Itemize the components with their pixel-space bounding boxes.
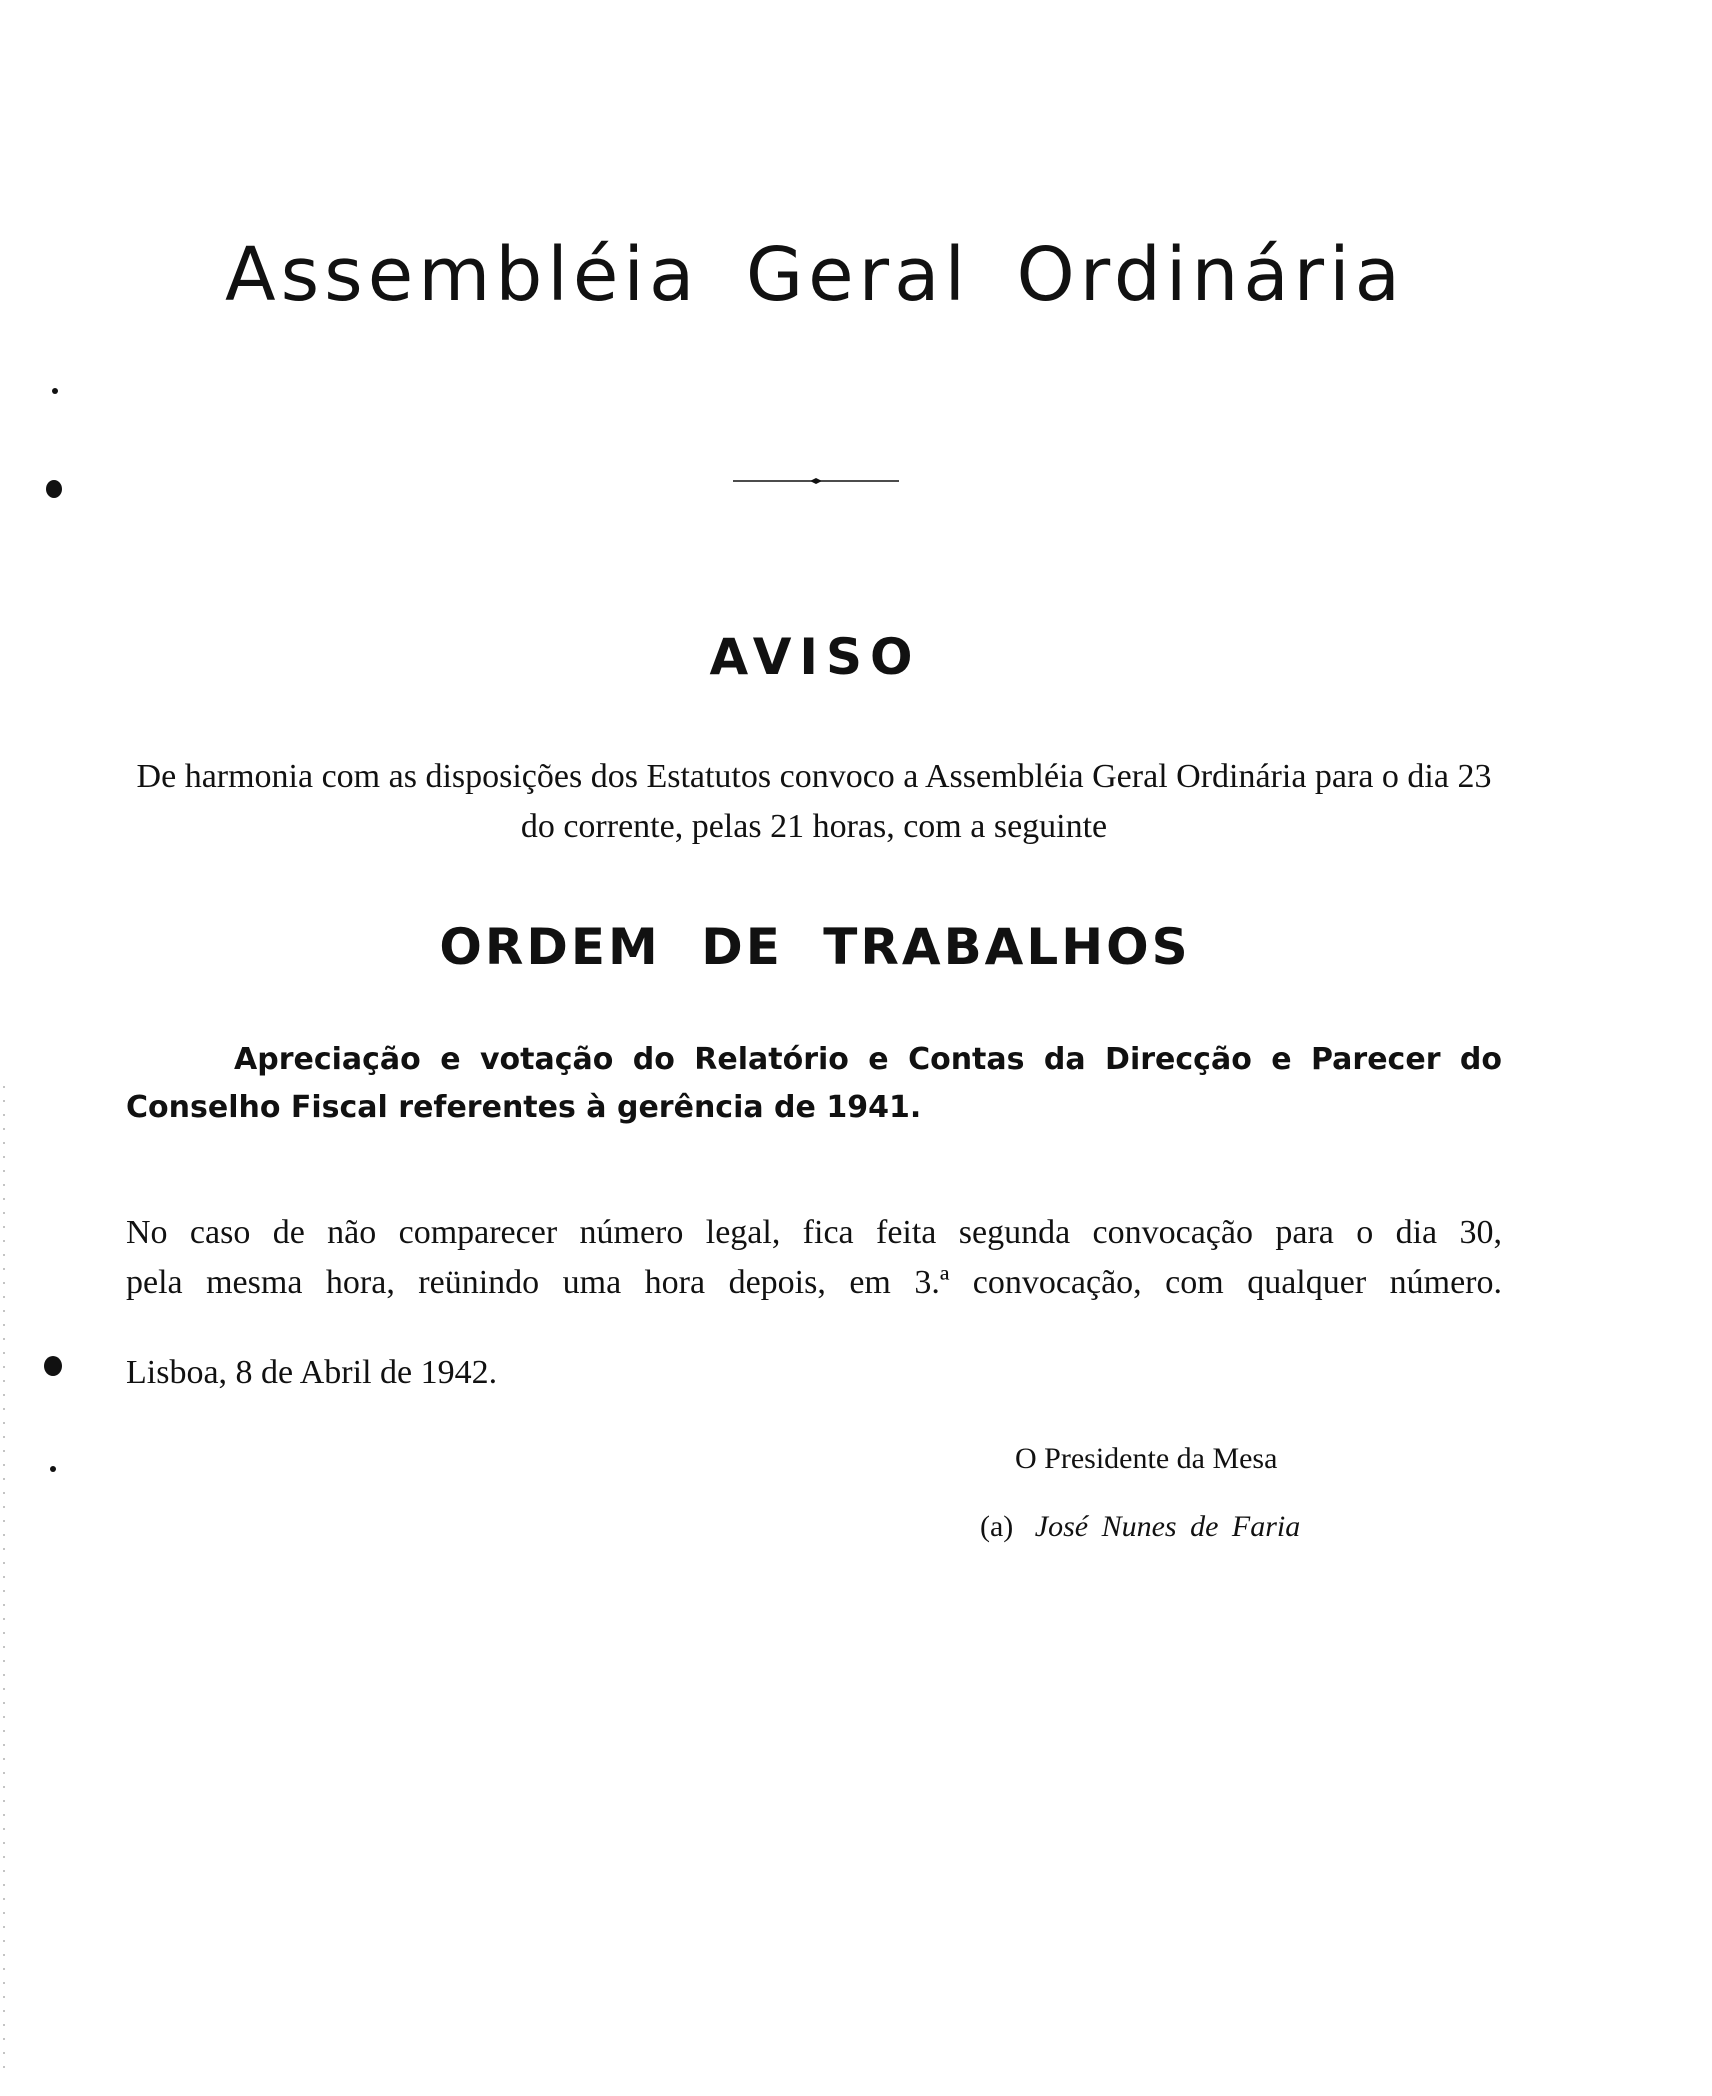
scan-speck (52, 388, 58, 394)
binding-hole-mark (46, 480, 62, 498)
place-date: Lisboa, 8 de Abril de 1942. (126, 1354, 498, 1391)
ornament-divider (733, 477, 899, 485)
second-call-line-2: pela mesma hora, reünindo uma hora depois, em 3.ª convocação, com qualquer número. (126, 1264, 1502, 1301)
signature-block (980, 1510, 1300, 1544)
agenda-item: Apreciação e votação do Relatório e Contas da Direcção e Parecer do Conselho Fiscal referentes à gerência de 1941. (126, 1042, 1502, 1125)
document-title: Assembléia Geral Ordinária (224, 232, 1406, 318)
second-call-paragraph (126, 1208, 1502, 1308)
scan-speck (50, 1466, 56, 1472)
signature-role: O Presidente da Mesa (1015, 1442, 1278, 1475)
signature-prefix: (a) (980, 1510, 1014, 1543)
ordem-heading: ORDEM DE TRABALHOS (439, 918, 1191, 976)
convocation-paragraph: De harmonia com as disposições dos Estatutos convoco a Assembléia Geral Ordinária para o dia 23 do corrente, pelas 21 horas, com a seguinte (136, 758, 1492, 845)
second-call-line-1: No caso de não comparecer número legal, fica feita segunda convocação para o dia 30, (126, 1214, 1502, 1251)
binding-hole-mark (44, 1356, 62, 1376)
scan-edge-noise (3, 1080, 5, 2080)
signature-name: José Nunes de Faria (1034, 1510, 1301, 1543)
aviso-heading: AVISO (709, 628, 921, 686)
